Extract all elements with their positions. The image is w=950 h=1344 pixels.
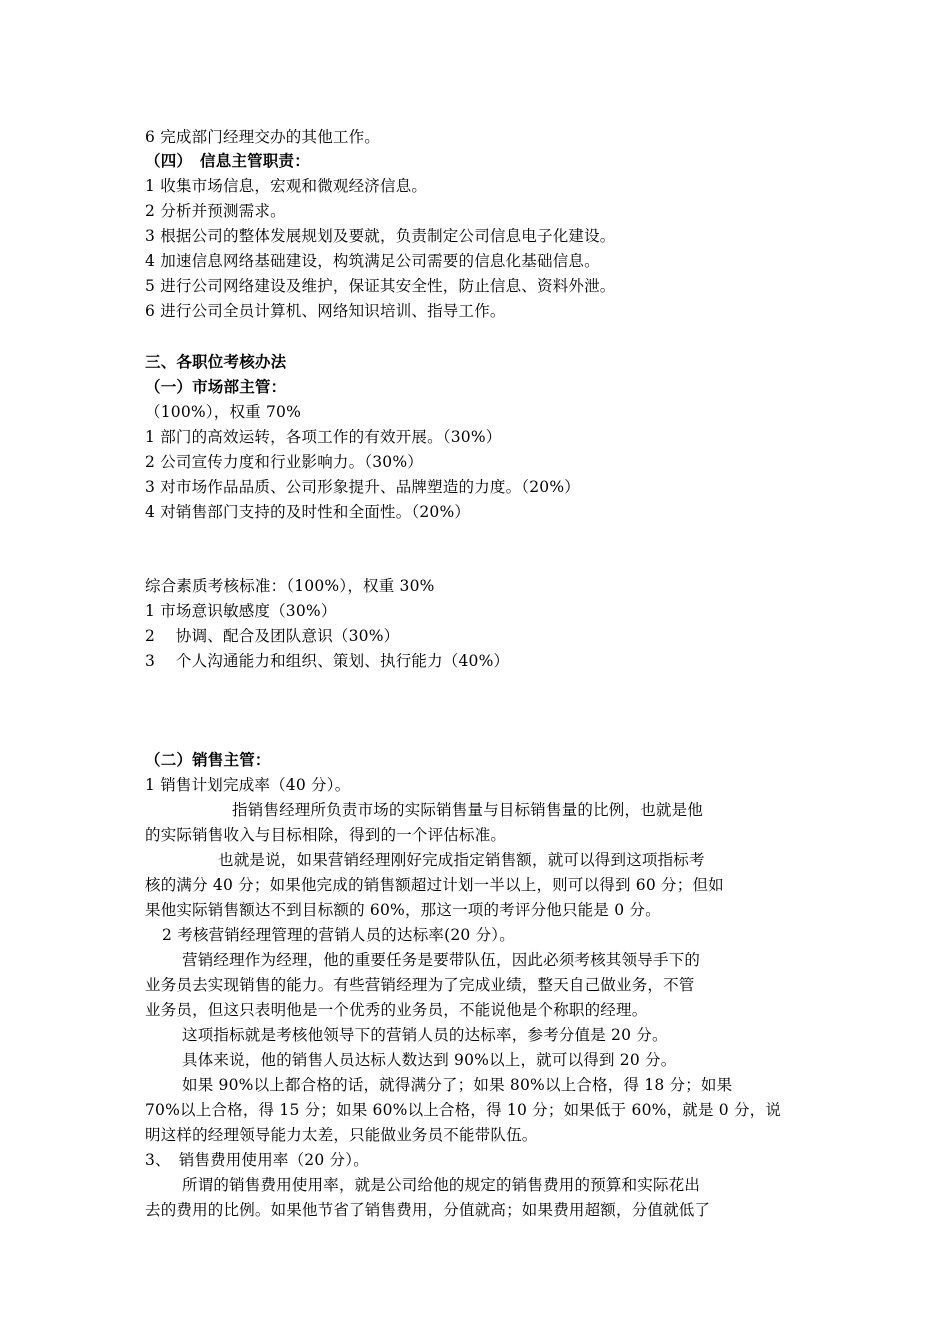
- info-item-5: 5 进行公司网络建设及维护，保证其安全性，防止信息、资料外泄。: [145, 277, 616, 295]
- sales-p2-line-4: 这项指标就是考核他领导下的营销人员的达标率，参考分值是 20 分。: [182, 1026, 668, 1044]
- quality-heading: 综合素质考核标准：（100%），权重 30%: [145, 577, 435, 595]
- info-item-2: 2 分析并预测需求。: [145, 202, 286, 220]
- info-manager-heading: （四） 信息主管职责：: [145, 152, 310, 170]
- quality-item-1: 1 市场意识敏感度（30%）: [145, 602, 337, 620]
- sales-heading: （二）销售主管：: [145, 751, 271, 769]
- sales-p2-line-7: 70%以上合格，得 15 分；如果 60%以上合格，得 10 分；如果低于 60%，就是 0 分，说: [145, 1101, 782, 1119]
- sales-p1-line-1: 指销售经理所负责市场的实际销售量与目标销售量的比例，也就是他: [232, 801, 704, 819]
- market-heading: （一）市场部主管：: [145, 378, 287, 396]
- info-item-6: 6 进行公司全员计算机、网络知识培训、指导工作。: [145, 302, 506, 320]
- sales-p2-line-3: 业务员，但这只表明他是一个优秀的业务员，不能说他是个称职的经理。: [145, 1001, 648, 1019]
- sales-p1-line-5: 果他实际销售额达不到目标额的 60%，那这一项的考评分他只能是 0 分。: [145, 901, 661, 919]
- info-item-3: 3 根据公司的整体发展规划及要就，负责制定公司信息电子化建设。: [145, 227, 616, 245]
- sales-p2-line-5: 具体来说，他的销售人员达标人数达到 90%以上，就可以得到 20 分。: [182, 1051, 677, 1069]
- sales-p3-line-1: 所谓的销售费用使用率，就是公司给他的规定的销售费用的预算和实际花出: [182, 1176, 701, 1194]
- market-item-4: 4 对销售部门支持的及时性和全面性。（20%）: [145, 503, 471, 521]
- prev-item-6: 6 完成部门经理交办的其他工作。: [145, 128, 380, 146]
- market-item-2: 2 公司宣传力度和行业影响力。（30%）: [145, 453, 423, 471]
- sales-p2-line-1: 营销经理作为经理，他的重要任务是要带队伍，因此必须考核其领导手下的: [182, 951, 701, 969]
- sales-p2-line-2: 业务员去实现销售的能力。有些营销经理为了完成业绩，整天自己做业务，不管: [145, 976, 695, 994]
- quality-item-2: 2 协调、配合及团队意识（30%）: [145, 627, 400, 645]
- info-item-1: 1 收集市场信息，宏观和微观经济信息。: [145, 177, 428, 195]
- section3-heading: 三、各职位考核办法: [145, 353, 287, 371]
- sales-p2-title: 2 考核营销经理管理的营销人员的达标率(20 分）。: [162, 926, 515, 944]
- sales-p1-line-4: 核的满分 40 分；如果他完成的销售额超过计划一半以上，则可以得到 60 分；但如: [145, 876, 724, 894]
- sales-p1-line-3: 也就是说，如果营销经理刚好完成指定销售额，就可以得到这项指标考: [218, 851, 705, 869]
- market-item-3: 3 对市场作品品质、公司形象提升、品牌塑造的力度。（20%）: [145, 478, 580, 496]
- sales-p3-line-2: 去的费用的比例。如果他节省了销售费用，分值就高；如果费用超额，分值就低了: [145, 1201, 711, 1219]
- info-item-4: 4 加速信息网络基础建设，构筑满足公司需要的信息化基础信息。: [145, 252, 600, 270]
- market-item-1: 1 部门的高效运转，各项工作的有效开展。（30%）: [145, 428, 502, 446]
- sales-p2-line-8: 明这样的经理领导能力太差，只能做业务员不能带队伍。: [145, 1126, 538, 1144]
- sales-p1-line-2: 的实际销售收入与目标相除，得到的一个评估标准。: [145, 826, 507, 844]
- sales-p1-title: 1 销售计划完成率（40 分）。: [145, 776, 351, 794]
- market-weight: （100%），权重 70%: [145, 403, 302, 421]
- sales-p2-line-6: 如果 90%以上都合格的话，就得满分了；如果 80%以上合格，得 18 分；如果: [182, 1076, 733, 1094]
- sales-p3-title: 3、 销售费用使用率（20 分）。: [145, 1151, 369, 1169]
- quality-item-3: 3 个人沟通能力和组织、策划、执行能力（40%）: [145, 652, 510, 670]
